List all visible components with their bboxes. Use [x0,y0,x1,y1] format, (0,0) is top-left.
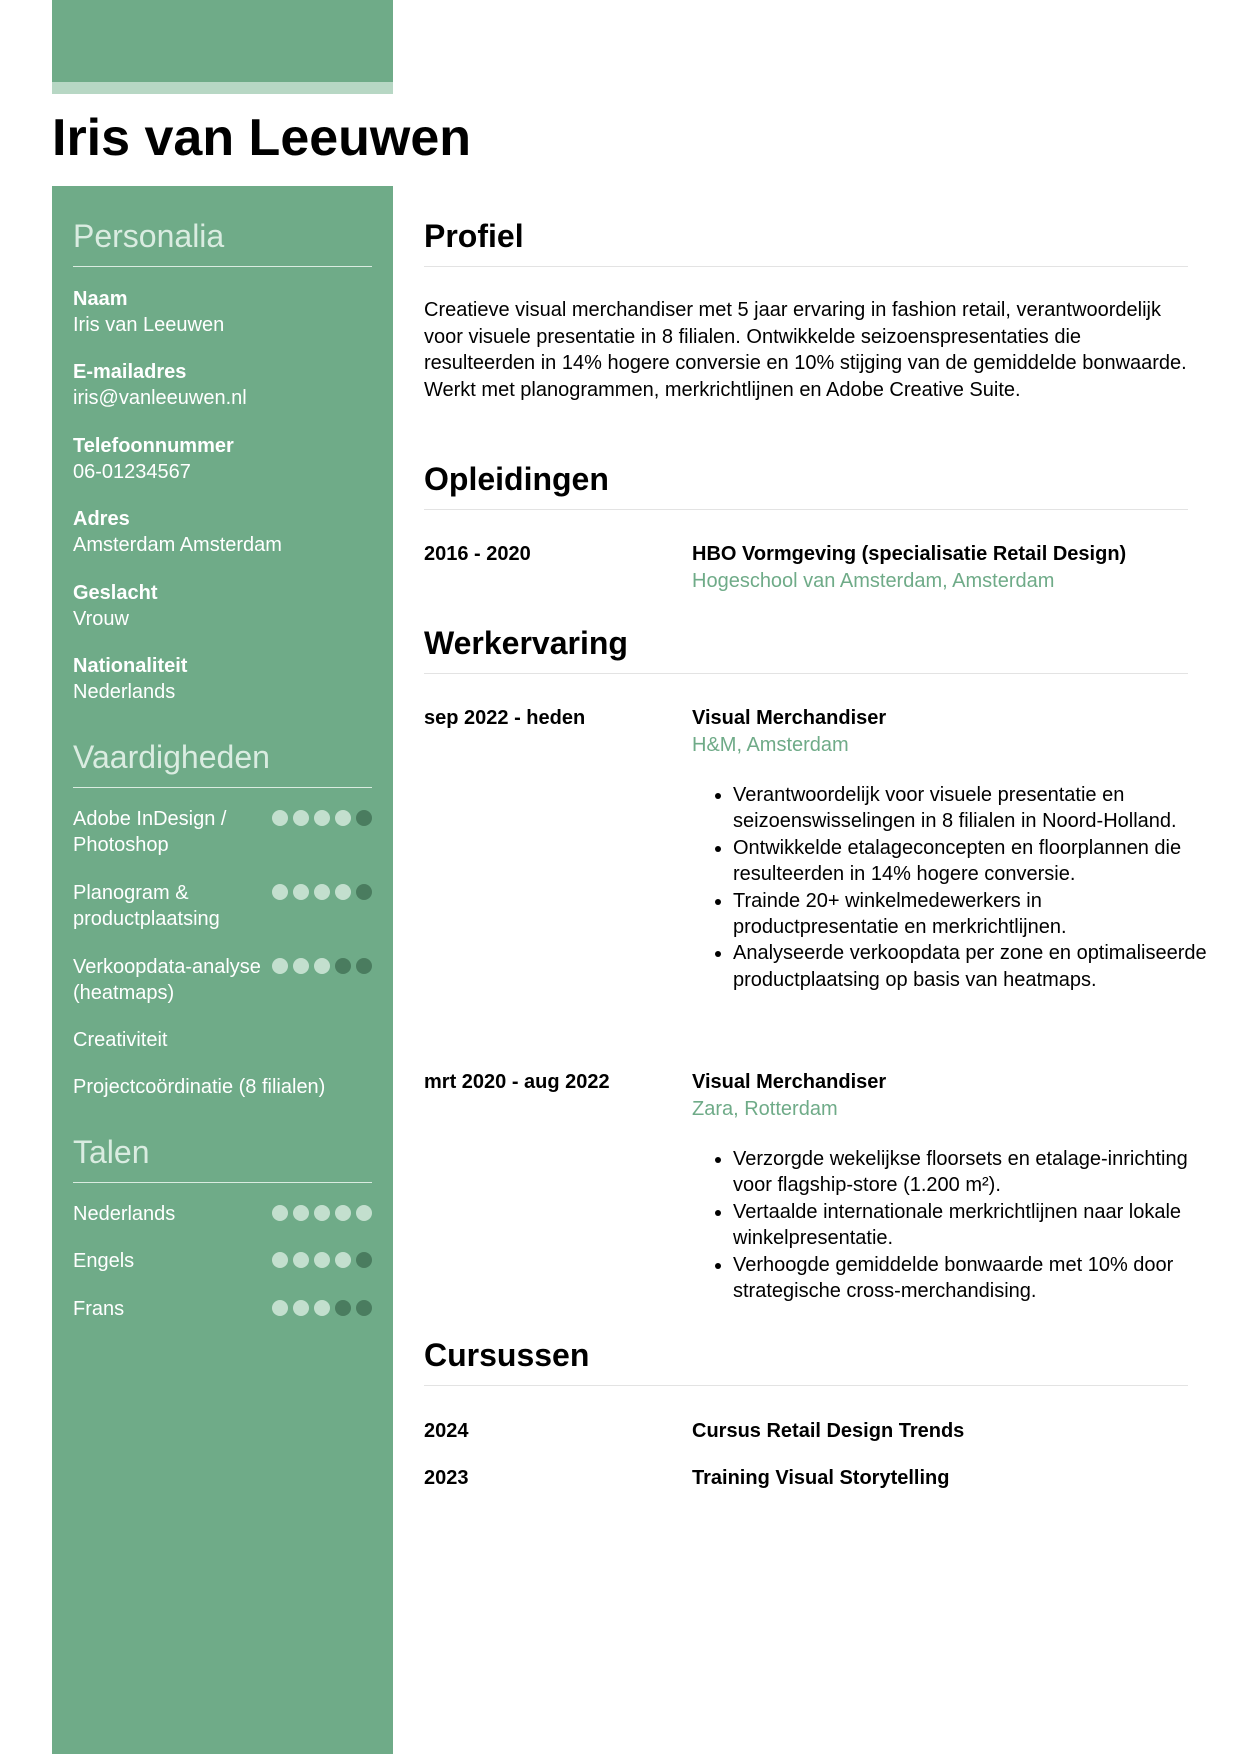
field-value: Nederlands [73,681,176,703]
skill-rating [272,958,372,974]
field-value: 06-01234567 [73,461,191,483]
courses-heading: Cursussen [424,1337,590,1373]
skill-item [73,880,372,932]
rating-dot-filled [314,884,330,900]
profile-text: Creatieve visual merchandiser met 5 jaar ervaring in fashion retail, verantwoordelijk voor visuele presentatie in 8 filialen. Ontwikkelde seizoenspresentaties die resulteerden in 14% hogere conversie en 10% stijging van de gemiddelde bonwaarde. Werkt met planogrammen, merkrichtlijnen en Adobe Creative Suite. [424,299,1187,401]
language-rating [272,1252,372,1268]
list-item: • Verzorgde wekelijkse floorsets en etalage-inrichting voor flagship-store (1.200 m²). [733,1146,1213,1199]
education-institution: Hogeschool van Amsterdam, Amsterdam [692,570,1055,592]
profile-heading: Profiel [424,218,524,254]
skill-label: Planogram & productplaatsing [73,882,220,930]
list-item: • Verantwoordelijk voor visuele presentatie en seizoenswisselingen in 8 filialen in Noord-Holland. [733,782,1213,835]
skill-rating [272,810,372,826]
rating-dot-filled [335,884,351,900]
rating-dot-filled [293,1205,309,1221]
sidebar [52,186,393,1754]
skill-item [73,1027,372,1053]
header-color-band [52,0,393,82]
rating-dot-filled [314,1300,330,1316]
field-value: Iris van Leeuwen [73,314,225,336]
skill-label: Creativiteit [73,1029,168,1051]
field-label: Telefoonnummer [73,435,234,457]
personalia-field-telefoon [73,433,372,485]
experience-bullets [692,1146,1213,1304]
candidate-name: Iris van Leeuwen [52,109,472,167]
rating-dot-filled [314,1252,330,1268]
education-divider [424,509,1188,510]
personalia-field-naam [73,286,372,338]
list-item: • Ontwikkelde etalageconcepten en floorplannen die resulteerden in 14% hogere conversie. [733,835,1213,888]
languages-heading: Talen [73,1134,150,1170]
rating-dot-filled [293,1252,309,1268]
rating-dot-filled [356,1205,372,1221]
language-label: Nederlands [73,1203,176,1225]
skill-item [73,806,372,858]
experience-employer: Zara, Rotterdam [692,1098,838,1120]
skill-rating [272,884,372,900]
experience-employer: H&M, Amsterdam [692,734,849,756]
field-label: Geslacht [73,582,158,604]
course-date: 2023 [424,1467,469,1489]
rating-dot-filled [272,1252,288,1268]
experience-heading: Werkervaring [424,625,628,661]
field-label: Nationaliteit [73,655,188,677]
skill-label: Projectcoördinatie (8 filialen) [73,1076,326,1098]
personalia-heading: Personalia [73,218,225,254]
list-item: • Verhoogde gemiddelde bonwaarde met 10% door strategische cross-merchandising. [733,1252,1213,1305]
languages-list [73,1201,372,1351]
language-label: Frans [73,1298,125,1320]
course-title: Training Visual Storytelling [692,1467,950,1489]
rating-dot-filled [272,1205,288,1221]
personalia-divider [73,266,372,267]
language-item [73,1248,372,1274]
language-rating [272,1300,372,1316]
rating-dot-filled [293,1300,309,1316]
course-date: 2024 [424,1420,469,1442]
skill-item [73,1074,372,1100]
rating-dot-empty [335,958,351,974]
language-item [73,1201,372,1227]
rating-dot-empty [356,810,372,826]
languages-divider [73,1182,372,1183]
list-item: • Vertaalde internationale merkrichtlijnen naar lokale winkelpresentatie. [733,1199,1213,1252]
personalia-field-nationaliteit [73,653,372,705]
field-label: Adres [73,508,130,530]
languages-section [73,1132,372,1183]
rating-dot-empty [356,884,372,900]
skill-label: Adobe InDesign / Photoshop [73,808,227,856]
rating-dot-filled [293,958,309,974]
experience-date: sep 2022 - heden [424,707,586,729]
rating-dot-filled [314,958,330,974]
field-label: Naam [73,288,128,310]
personalia-section [73,216,372,267]
skills-section [73,737,372,788]
rating-dot-filled [335,810,351,826]
experience-title: Visual Merchandiser [692,707,887,729]
language-item [73,1296,372,1322]
course-title: Cursus Retail Design Trends [692,1420,965,1442]
experience-date: mrt 2020 - aug 2022 [424,1071,610,1093]
personalia-field-adres [73,506,372,558]
rating-dot-empty [356,1252,372,1268]
skills-divider [73,787,372,788]
rating-dot-filled [293,884,309,900]
personalia-field-email [73,359,372,411]
field-value: iris@vanleeuwen.nl [73,387,247,409]
experience-title: Visual Merchandiser [692,1071,887,1093]
list-item: • Analyseerde verkoopdata per zone en optimaliseerde productplaatsing op basis van heatmaps. [733,940,1213,993]
courses-divider [424,1385,1188,1386]
rating-dot-empty [356,958,372,974]
rating-dot-filled [335,1252,351,1268]
header-color-band-light [52,82,393,94]
experience-divider [424,673,1188,674]
field-value: Amsterdam Amsterdam [73,534,282,556]
education-date: 2016 - 2020 [424,543,531,565]
rating-dot-filled [314,810,330,826]
education-title: HBO Vormgeving (specialisatie Retail Design) [692,543,1127,565]
language-label: Engels [73,1250,135,1272]
rating-dot-filled [272,810,288,826]
skill-item [73,954,372,1006]
education-heading: Opleidingen [424,461,609,497]
rating-dot-empty [356,1300,372,1316]
rating-dot-filled [272,958,288,974]
rating-dot-filled [335,1205,351,1221]
rating-dot-filled [314,1205,330,1221]
personalia-field-geslacht [73,580,372,632]
rating-dot-empty [335,1300,351,1316]
experience-bullets [692,782,1213,993]
profile-divider [424,266,1188,267]
language-rating [272,1205,372,1221]
skills-list [73,806,372,1106]
skills-heading: Vaardigheden [73,739,270,775]
skill-label: Verkoopdata-analyse (heatmaps) [73,956,261,1004]
rating-dot-filled [293,810,309,826]
field-value: Vrouw [73,608,129,630]
rating-dot-filled [272,884,288,900]
list-item: • Trainde 20+ winkelmedewerkers in productpresentatie en merkrichtlijnen. [733,888,1213,941]
rating-dot-filled [272,1300,288,1316]
field-label: E-mailadres [73,361,187,383]
